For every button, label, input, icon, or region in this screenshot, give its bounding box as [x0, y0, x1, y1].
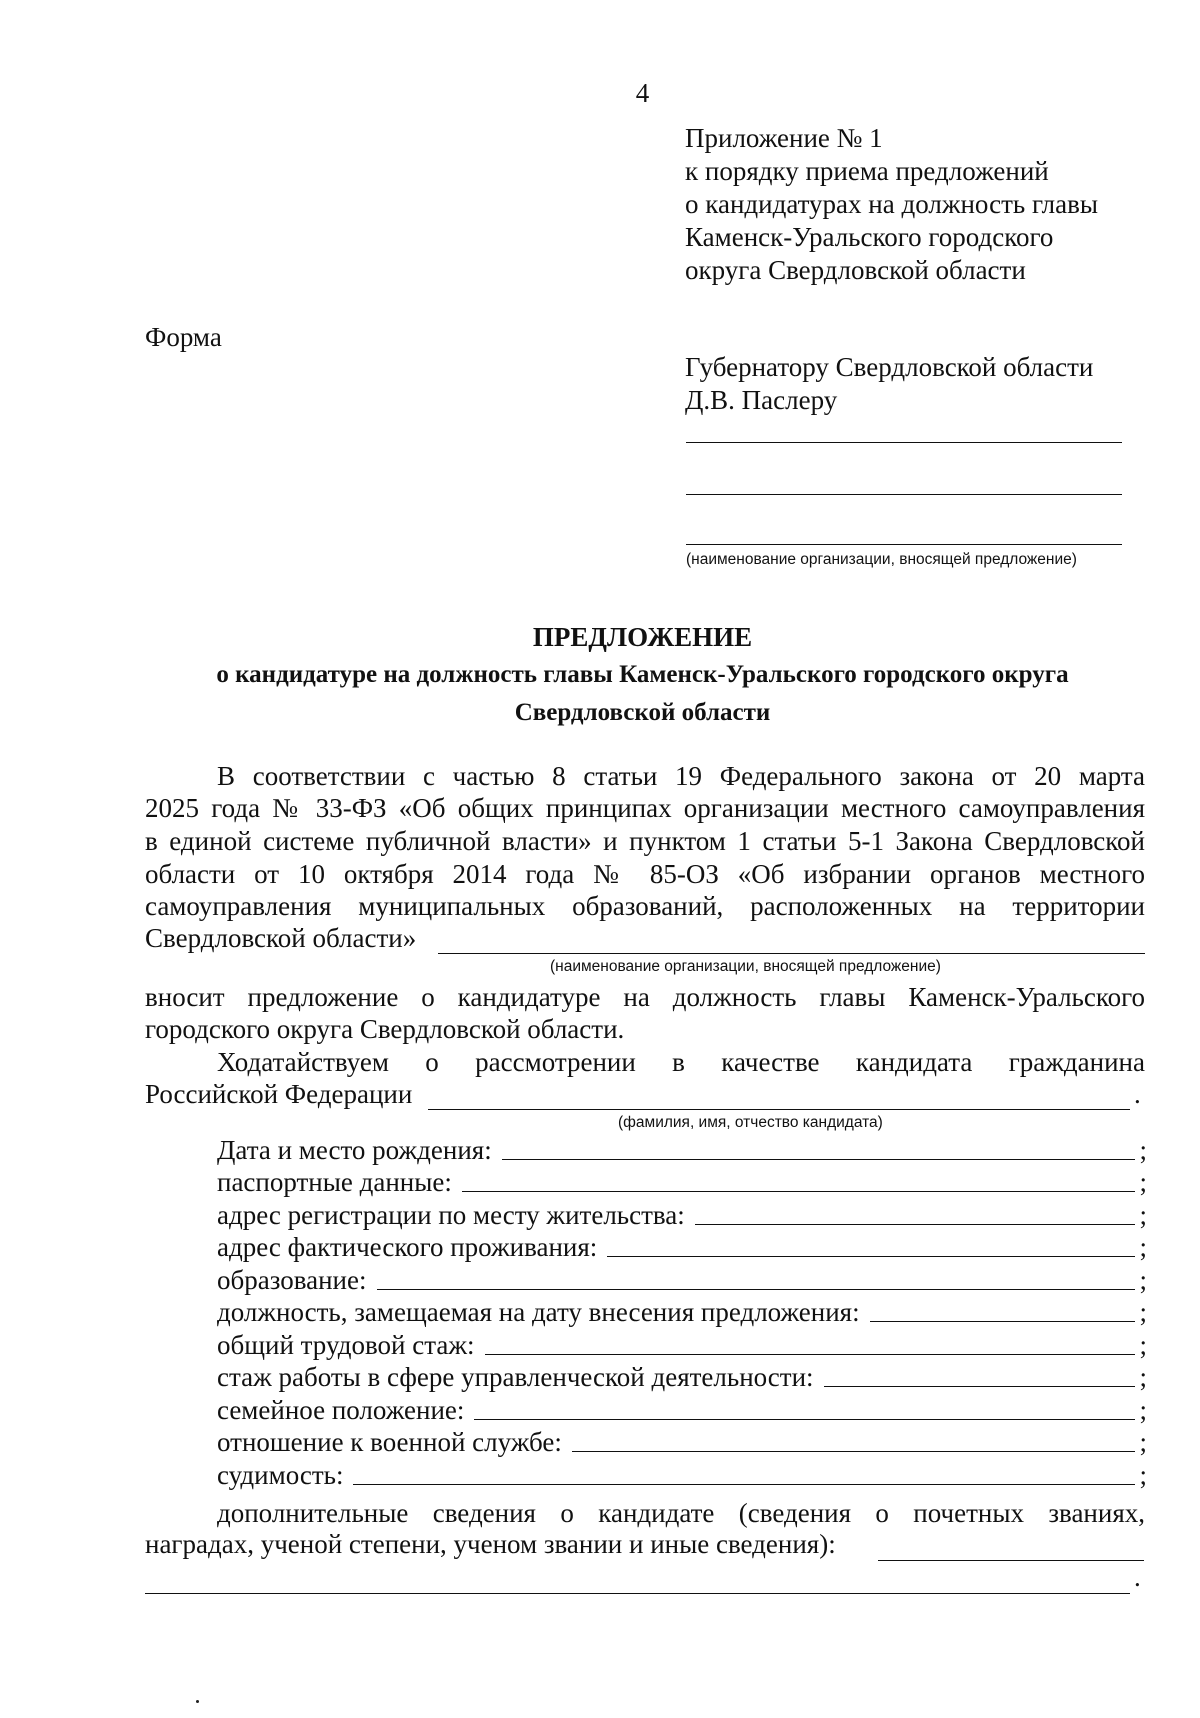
field-label: стаж работы в сфере управленческой деятельности: — [217, 1362, 814, 1392]
field-label: отношение к военной службе: — [217, 1427, 562, 1457]
field-blank[interactable] — [485, 1354, 1136, 1355]
organization-blank-line-3[interactable] — [686, 544, 1122, 545]
paragraph-line — [217, 760, 1145, 793]
paragraph-line — [217, 1046, 1145, 1079]
paragraph-text: В соответствии с частью 8 статьи 19 Федерального закона от 20 марта — [217, 761, 1145, 791]
additional-info-end: . — [1134, 1562, 1141, 1592]
paragraph-line — [145, 792, 1145, 825]
field-label: семейное положение: — [217, 1395, 465, 1425]
paragraph-text: городского округа Свердловской области. — [145, 1014, 625, 1044]
paragraph-line — [145, 858, 1145, 891]
organization-name-caption: (наименование организации, вносящей предложение) — [550, 958, 941, 975]
field-end: ; — [1139, 1200, 1147, 1230]
addressee-line: Губернатору Свердловской области — [685, 352, 1094, 382]
addressee — [685, 351, 1093, 417]
field-end: ; — [1139, 1297, 1147, 1327]
candidate-name-end: . — [1134, 1079, 1141, 1109]
field-passport[interactable] — [217, 1166, 1147, 1198]
field-label: должность, замещаемая на дату внесения предложения: — [217, 1297, 860, 1327]
field-blank[interactable] — [572, 1451, 1136, 1452]
field-actual-address[interactable] — [217, 1231, 1147, 1263]
field-blank[interactable] — [870, 1321, 1136, 1322]
appendix-line: о кандидатурах на должность главы — [685, 189, 1098, 219]
addressee-line: Д.В. Паслеру — [685, 385, 838, 415]
paragraph-line — [145, 890, 1145, 923]
field-end: ; — [1139, 1395, 1147, 1425]
organization-blank-line-1[interactable] — [686, 442, 1122, 443]
field-end: ; — [1139, 1460, 1147, 1490]
field-criminal-record[interactable] — [217, 1459, 1147, 1491]
document-subtitle-line2: Свердловской области — [514, 699, 771, 726]
field-total-experience[interactable] — [217, 1329, 1147, 1361]
field-label: общий трудовой стаж: — [217, 1330, 475, 1360]
scan-dot — [196, 1700, 199, 1703]
field-end: ; — [1139, 1265, 1147, 1295]
document-title: ПРЕДЛОЖЕНИЕ — [532, 622, 753, 652]
document-subtitle-line1: о кандидатуре на должность главы Каменск-Уральского городского округа — [216, 661, 1069, 688]
additional-info-blank-2[interactable] — [145, 1593, 1130, 1594]
appendix-header — [685, 122, 1098, 287]
organization-name-blank[interactable] — [438, 953, 1145, 954]
field-blank[interactable] — [462, 1191, 1136, 1192]
field-blank[interactable] — [607, 1256, 1135, 1257]
field-blank[interactable] — [353, 1484, 1135, 1485]
field-blank[interactable] — [502, 1159, 1136, 1160]
paragraph-text: наградах, ученой степени, ученом звании и иные сведения): — [145, 1529, 836, 1559]
paragraph-text: дополнительные сведения о кандидате (сведения о почетных званиях, — [217, 1498, 1145, 1528]
paragraph-line — [217, 1497, 1145, 1530]
paragraph-line — [145, 825, 1145, 858]
organization-caption: (наименование организации, вносящей предложение) — [686, 551, 1077, 568]
field-label: адрес регистрации по месту жительства: — [217, 1200, 685, 1230]
field-blank[interactable] — [474, 1419, 1135, 1420]
organization-blank-line-2[interactable] — [686, 494, 1122, 495]
paragraph-text: области от 10 октября 2014 года № 85-ОЗ «Об избрании органов местного — [145, 859, 1145, 889]
field-label: Дата и место рождения: — [217, 1135, 492, 1165]
field-blank[interactable] — [695, 1224, 1136, 1225]
candidate-name-blank[interactable] — [428, 1109, 1130, 1110]
appendix-line: Каменск-Уральского городского — [685, 222, 1054, 252]
field-end: ; — [1139, 1427, 1147, 1457]
field-position[interactable] — [217, 1296, 1147, 1328]
field-label: адрес фактического проживания: — [217, 1232, 598, 1262]
field-end: ; — [1139, 1135, 1147, 1165]
field-blank[interactable] — [377, 1289, 1136, 1290]
appendix-line: к порядку приема предложений — [685, 156, 1049, 186]
field-registration-address[interactable] — [217, 1199, 1147, 1231]
field-birth-date-place[interactable] — [217, 1134, 1147, 1166]
field-label: образование: — [217, 1265, 367, 1295]
additional-info-blank-1[interactable] — [878, 1560, 1144, 1561]
appendix-line: Приложение № 1 — [685, 123, 883, 153]
appendix-line: округа Свердловской области — [685, 255, 1026, 285]
paragraph-text: самоуправления муниципальных образований, расположенных на территории — [145, 891, 1145, 921]
field-end: ; — [1139, 1167, 1147, 1197]
field-military-service[interactable] — [217, 1426, 1147, 1458]
paragraph-text: 2025 года № 33-ФЗ «Об общих принципах организации местного самоуправления — [145, 793, 1145, 823]
paragraph-text: Свердловской области» — [145, 923, 417, 953]
field-label: судимость: — [217, 1460, 344, 1490]
field-label: паспортные данные: — [217, 1167, 452, 1197]
form-label: Форма — [145, 322, 222, 352]
field-management-experience[interactable] — [217, 1361, 1147, 1393]
candidate-name-caption: (фамилия, имя, отчество кандидата) — [618, 1114, 883, 1131]
page-number: 4 — [635, 78, 650, 108]
paragraph-text: вносит предложение о кандидатуре на должность главы Каменск-Уральского — [145, 982, 1145, 1012]
field-education[interactable] — [217, 1264, 1147, 1296]
paragraph-text: в единой системе публичной власти» и пунктом 1 статьи 5-1 Закона Свердловской — [145, 826, 1145, 856]
paragraph-line — [145, 981, 1145, 1014]
field-end: ; — [1139, 1232, 1147, 1262]
field-end: ; — [1139, 1362, 1147, 1392]
paragraph-text: Ходатайствуем о рассмотрении в качестве кандидата гражданина — [217, 1047, 1145, 1077]
field-end: ; — [1139, 1330, 1147, 1360]
field-blank[interactable] — [824, 1386, 1136, 1387]
field-marital-status[interactable] — [217, 1394, 1147, 1426]
paragraph-text: Российской Федерации — [145, 1079, 413, 1109]
